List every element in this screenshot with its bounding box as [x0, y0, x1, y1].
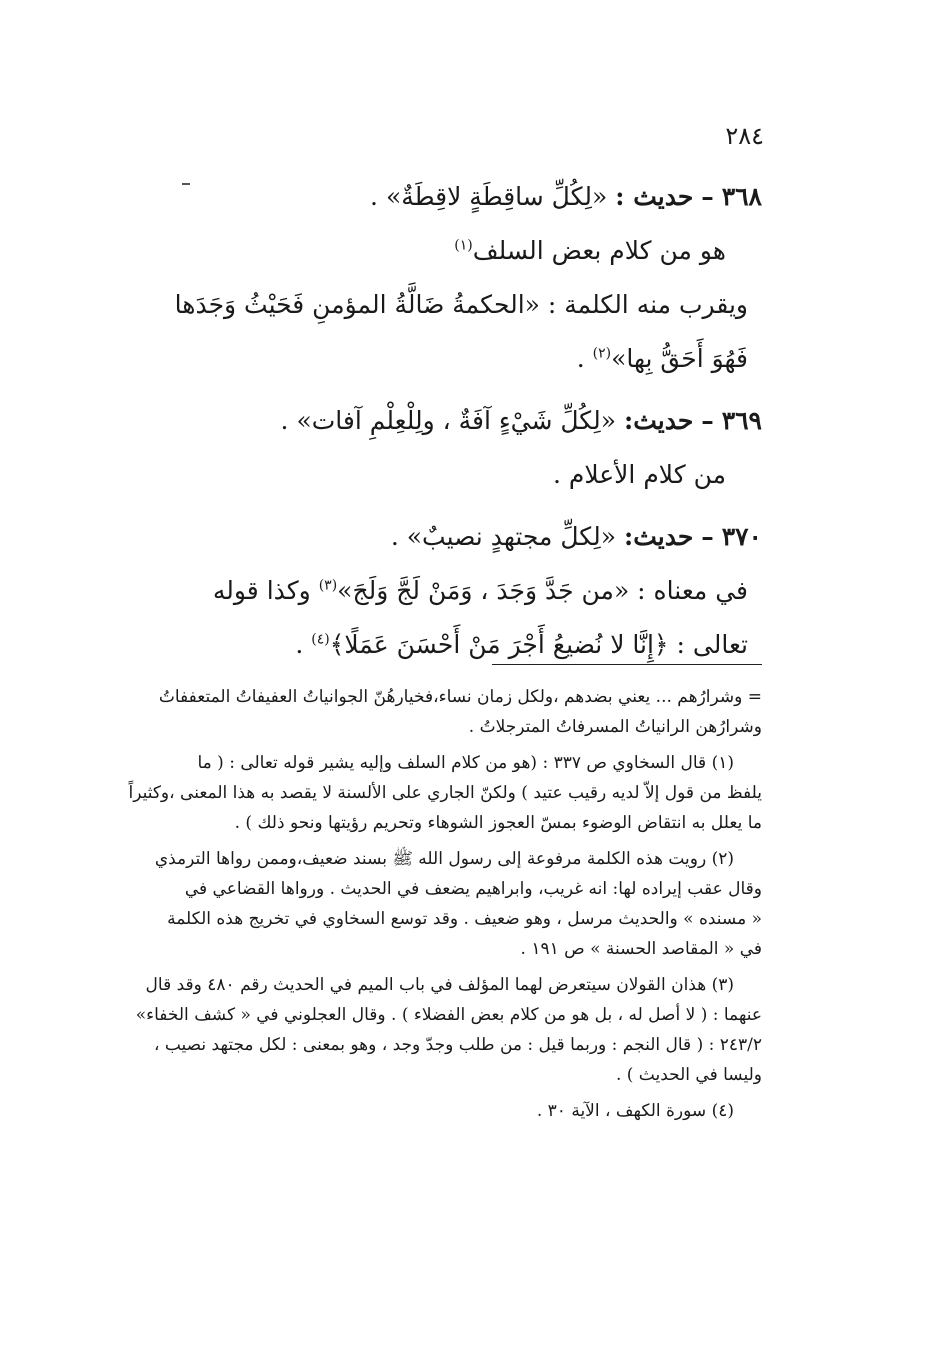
commentary-tail: . [295, 630, 312, 659]
commentary-text: فَهُوَ أَحَقُّ بِها» [611, 344, 748, 373]
footnote-line: وشرارُهن الرانياتُ المسرفاتُ المترجلاتُ . [468, 717, 762, 737]
commentary-tail: . [576, 344, 593, 373]
footnote-line: عنهما : ( لا أصل له ، بل هو من كلام بعض الفضلاء ) . وقال العجلوني في « كشف الخفاء» [135, 1005, 762, 1025]
hadith-dash: – [701, 406, 714, 435]
commentary-line [177, 448, 762, 502]
footnote-line: (١) قال السخاوي ص ٣٣٧ : (هو من كلام السلف وإليه يشير قوله تعالى : ( ما [197, 753, 734, 773]
footnote-4 [177, 1096, 762, 1126]
footnote-line: وقال عقب إيراده لها: انه غريب، وابراهيم يضعف في الحديث . ورواها القضاعي في [184, 879, 762, 899]
footnote-separator [492, 664, 762, 665]
footnote-line: يلفظ من قول إلاّ لديه رقيب عتيد ) ولكنّ الجاري على الألسنة لا يقصد به هذا المعنى ،وكثيراً [128, 783, 762, 803]
footnote-line: (٤) سورة الكهف ، الآية ٣٠ . [536, 1101, 734, 1121]
commentary-text: هو من كلام بعض السلف [472, 236, 726, 265]
commentary-line [177, 224, 762, 278]
page-number: ٢٨٤ [725, 122, 764, 150]
commentary-text: ويقرب منه الكلمة : «الحكمةُ ضَالَّةُ المؤمنِ فَحَيْثُ وَجَدَها [174, 290, 748, 319]
footnote-line: (٢) رويت هذه الكلمة مرفوعة إلى رسول الله ﷺ بسند ضعيف،وممن رواها الترمذي [154, 849, 734, 869]
footnote-line: = وشرارُهم ... يعني بضدهم ،ولكل زمان نساء،فخيارهُنّ الجوانياتُ العفيفاتُ المتعففاتُ [158, 687, 762, 707]
footnote-3 [135, 970, 762, 1090]
commentary-tail: وكذا قوله [212, 576, 319, 605]
hadith-number: ٣٦٩ [721, 406, 762, 435]
commentary-text: تعالى : ﴿إِنَّا لا نُضيعُ أَجْرَ مَنْ أَحْسَنَ عَمَلًا﴾ [329, 630, 748, 659]
hadith-label: حديث: [623, 522, 694, 551]
commentary-text: من كلام الأعلام . [552, 460, 726, 489]
footnote-2 [154, 844, 762, 964]
hadith-text: «لِكُلِّ ساقِطَةٍ لاقِطَةٌ» . [370, 182, 608, 211]
footnote-1 [128, 748, 762, 838]
commentary-line [177, 564, 762, 618]
footnote-line: ما يعلل به انتقاض الوضوء بمسّ العجوز الشوهاء وتحريم رؤيتها ونحو ذلك ) . [234, 813, 762, 833]
hadith-number: ٣٧٠ [721, 522, 762, 551]
footnote-continuation [158, 682, 762, 742]
hadith-text: «لِكُلِّ شَيْءٍ آفَةٌ ، ولِلْعِلْمِ آفات» . [280, 406, 617, 435]
footnote-ref[interactable]: (٢) [592, 345, 612, 362]
footnote-line: « مسنده » والحديث مرسل ، وهو ضعيف . وقد توسع السخاوي في تخريج هذه الكلمة [167, 909, 762, 929]
hadith-text: «لِكلِّ مجتهدٍ نصيبٌ» . [390, 522, 617, 551]
hadith-dash: – [701, 522, 714, 551]
hadith-dash: – [701, 182, 714, 211]
commentary-text: في معناه : «من جَدَّ وَجَدَ ، وَمَنْ لَجَّ وَلَجَ» [337, 576, 748, 605]
footnote-line: ٢٤٣/٢ : ( قال النجم : وربما قيل : من طلب وجدّ وجد ، وهو بمعنى : لكل مجتهد نصيب ، [153, 1035, 762, 1055]
footnote-line: (٣) هذان القولان سيتعرض لهما المؤلف في باب الميم في الحديث رقم ٤٨٠ وقد قال [145, 975, 734, 995]
commentary-line [174, 278, 762, 332]
hadith-label: حديث: [623, 406, 694, 435]
hadith-heading [177, 394, 762, 448]
hadith-label: حديث : [615, 182, 694, 211]
footnotes [128, 682, 762, 1132]
main-text [174, 170, 762, 672]
hadith-number: ٣٦٨ [721, 182, 762, 211]
footnote-ref[interactable]: (٣) [318, 577, 338, 594]
footnote-ref[interactable]: (٤) [311, 631, 330, 648]
commentary-line [177, 332, 762, 386]
footnote-ref[interactable]: (١) [454, 237, 473, 254]
hadith-heading [177, 170, 762, 224]
footnote-line: في « المقاصد الحسنة » ص ١٩١ . [520, 939, 762, 959]
footnote-line: وليسا في الحديث ) . [615, 1065, 762, 1085]
hadith-heading [177, 510, 762, 564]
